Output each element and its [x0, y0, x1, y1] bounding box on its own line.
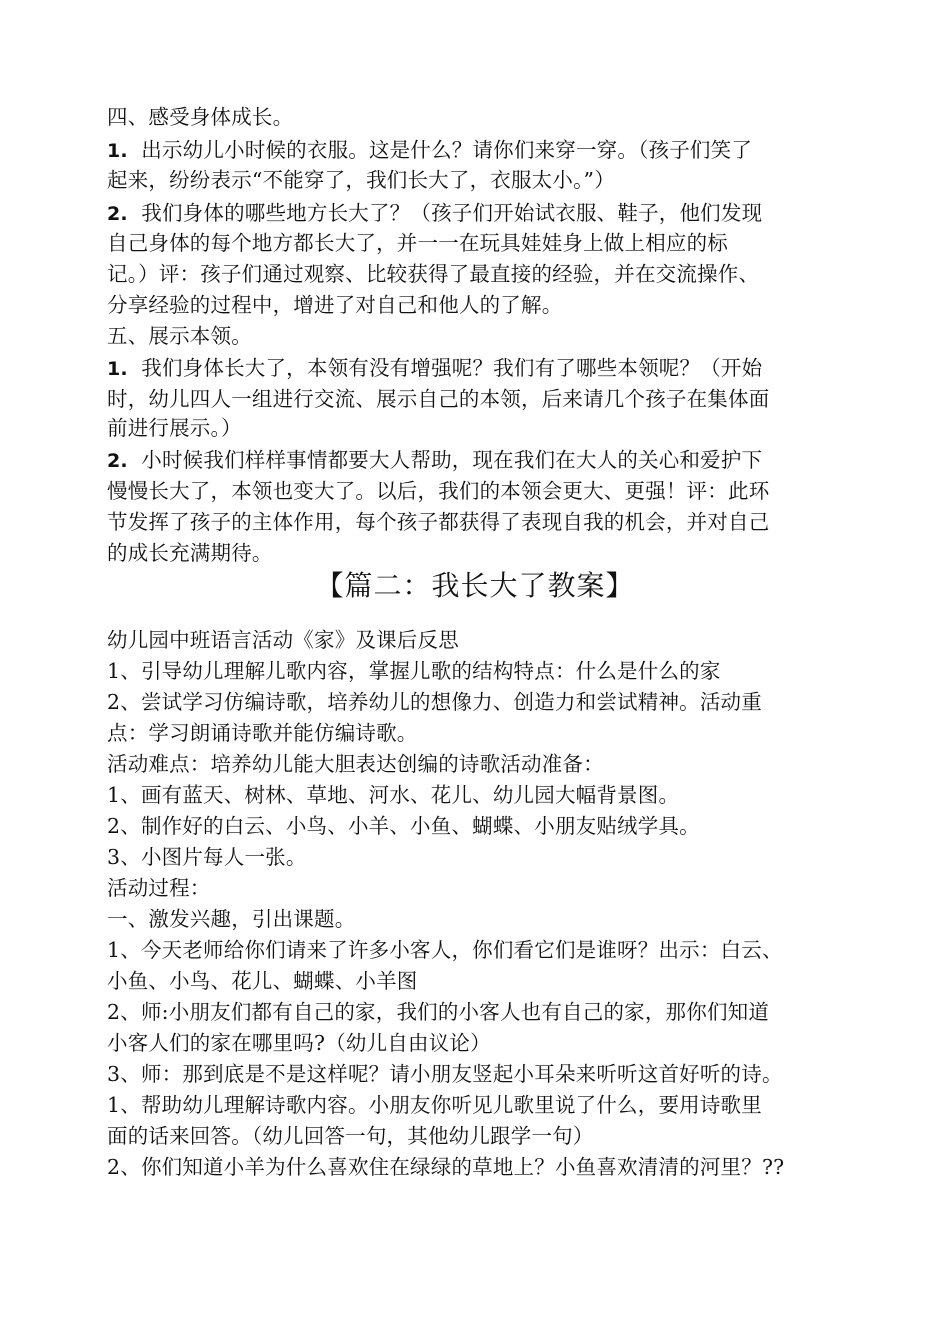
- paragraph-line: [107, 165, 615, 195]
- paragraph-line: [107, 476, 769, 506]
- item-number: 1.: [107, 358, 128, 380]
- text-line: 前进行展示。）: [107, 416, 242, 440]
- paragraph-line: [107, 1121, 594, 1151]
- paragraph-line: [107, 507, 769, 537]
- paragraph-line: [107, 290, 562, 320]
- text-line: 我们身体的哪些地方长大了？（孩子们开始试衣服、鞋子，他们发现: [141, 201, 763, 225]
- paragraph-line: [107, 718, 418, 748]
- paragraph-line: [107, 198, 762, 228]
- paragraph-line: [107, 1090, 762, 1120]
- paragraph-line: [107, 259, 759, 289]
- paragraph-line: [107, 749, 604, 779]
- paragraph-line: [107, 780, 679, 810]
- item-number: 1.: [107, 140, 128, 162]
- paragraph-line: [107, 687, 762, 717]
- paragraph-line: [107, 445, 762, 475]
- text-line: 起来，纷纷表示“不能穿了，我们长大了，衣服太小。”）: [107, 168, 615, 192]
- text-line: 面的话来回答。（幼儿回答一句，其他幼儿跟学一句）: [107, 1124, 594, 1148]
- item-number: 2.: [107, 450, 128, 472]
- paragraph-line: [107, 935, 783, 965]
- text-line: 小鱼、小鸟、花儿、蝴蝶、小羊图: [107, 969, 418, 993]
- text-line: 1、帮助幼儿理解诗歌内容。小朋友你听见儿歌里说了什么，要用诗歌里: [107, 1093, 762, 1117]
- text-line: 慢慢长大了，本领也变大了。以后，我们的本领会更大、更强！评：此环: [107, 479, 770, 503]
- paragraph-line: [107, 384, 769, 414]
- paragraph-line: [107, 1152, 784, 1182]
- text-line: 活动难点：培养幼儿能大胆表达创编的诗歌活动准备：: [107, 752, 604, 776]
- paragraph-line: [107, 904, 355, 934]
- text-line: 出示幼儿小时候的衣服。这是什么？请你们来穿一穿。（孩子们笑了: [141, 138, 753, 162]
- paragraph-line: [107, 1028, 491, 1058]
- paragraph-line: [107, 811, 700, 841]
- paragraph-line: [107, 997, 769, 1027]
- item-number: 2.: [107, 203, 128, 225]
- text-line: 小客人们的家在哪里吗?（幼儿自由议论）: [107, 1031, 491, 1055]
- text-line: 小时候我们样样事情都要大人帮助，现在我们在大人的关心和爱护下: [141, 448, 763, 472]
- text-line: 自己身体的每个地方都长大了，并一一在玩具娃娃身上做上相应的标: [107, 231, 728, 255]
- section-heading-four: [107, 102, 293, 132]
- paragraph-line: [107, 873, 211, 903]
- text-line: 四、感受身体成长。: [107, 105, 294, 129]
- text-line: 幼儿园中班语言活动《家》及课后反思: [107, 628, 459, 652]
- text-line: 1、画有蓝天、树林、草地、河水、花儿、幼儿园大幅背景图。: [107, 783, 680, 807]
- paragraph-line: [107, 842, 307, 872]
- text-line: 一、激发兴趣，引出课题。: [107, 907, 356, 931]
- paragraph-line: [107, 353, 762, 383]
- text-line: 2、师:小朋友们都有自己的家，我们的小客人也有自己的家，那你们知道: [107, 1000, 770, 1024]
- text-line: 2、尝试学习仿编诗歌，培养幼儿的想像力、创造力和尝试精神。活动重: [107, 690, 762, 714]
- text-line: 时，幼儿四人一组进行交流、展示自己的本领，后来请几个孩子在集体面: [107, 387, 770, 411]
- text-line: 3、师：那到底是不是这样呢？请小朋友竖起小耳朵来听听这首好听的诗。: [107, 1062, 783, 1086]
- chapter-heading: 【篇二：我长大了教案】: [315, 569, 635, 602]
- text-line: 1、今天老师给你们请来了许多小客人，你们看它们是谁呀？出示：白云、: [107, 938, 783, 962]
- paragraph-line: [107, 135, 752, 165]
- text-line: 2、你们知道小羊为什么喜欢住在绿绿的草地上？小鱼喜欢清清的河里？??: [107, 1155, 785, 1179]
- text-line: 点：学习朗诵诗歌并能仿编诗歌。: [107, 721, 418, 745]
- paragraph-line: [107, 413, 242, 443]
- text-line: 活动过程：: [107, 876, 211, 900]
- text-line: 节发挥了孩子的主体作用，每个孩子都获得了表现自我的机会，并对自己: [107, 510, 770, 534]
- text-line: 五、展示本领。: [107, 324, 252, 348]
- text-line: 我们身体长大了，本领有没有增强呢？我们有了哪些本领呢？（开始: [141, 356, 763, 380]
- paragraph-line: [107, 1059, 783, 1089]
- lesson-title: [107, 625, 459, 655]
- text-line: 的成长充满期待。: [107, 541, 273, 565]
- text-line: 1、引导幼儿理解儿歌内容，掌握儿歌的结构特点：什么是什么的家: [107, 659, 721, 683]
- paragraph-line: [107, 538, 273, 568]
- text-line: 记。）评：孩子们通过观察、比较获得了最直接的经验，并在交流操作、: [107, 262, 760, 286]
- text-line: 3、小图片每人一张。: [107, 845, 307, 869]
- text-line: 2、制作好的白云、小鸟、小羊、小鱼、蝴蝶、小朋友贴绒学具。: [107, 814, 700, 838]
- paragraph-line: [107, 966, 418, 996]
- section-heading-five: [107, 321, 252, 351]
- paragraph-line: [107, 656, 721, 686]
- paragraph-line: [107, 228, 728, 258]
- text-line: 分享经验的过程中，增进了对自己和他人的了解。: [107, 293, 563, 317]
